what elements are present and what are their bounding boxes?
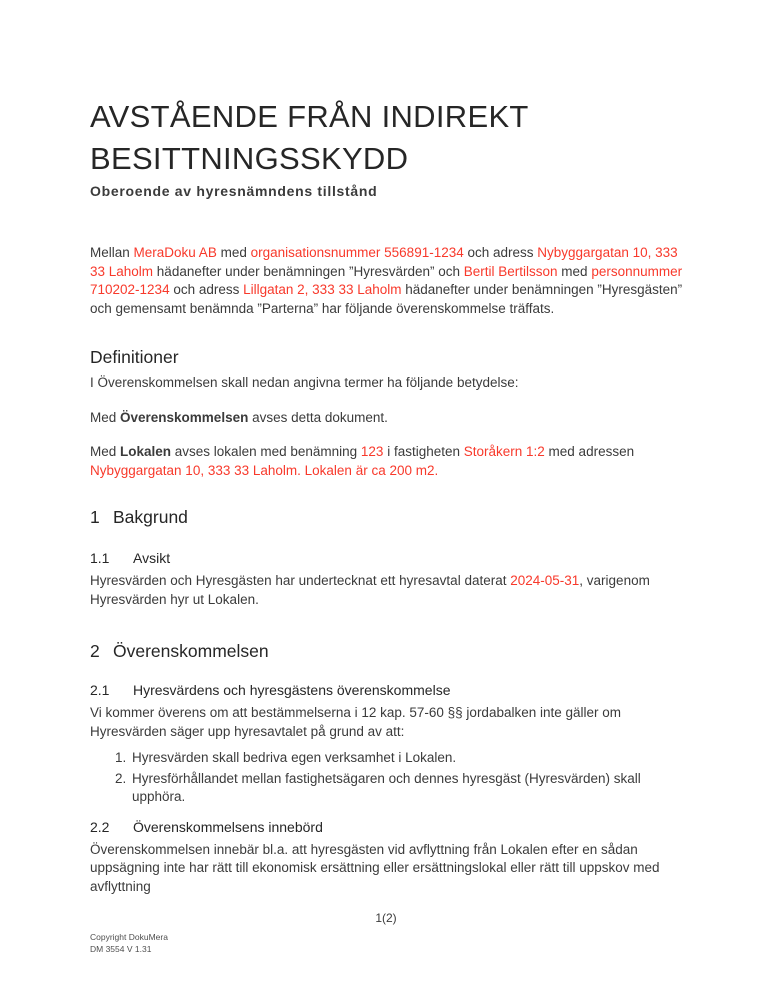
definition-overenskommelsen: Med Överenskommelsen avses detta dokument.	[90, 409, 388, 425]
section-2-number: 2	[90, 641, 100, 661]
document-title: AVSTÅENDE FRÅN INDIREKT BESITTNINGSSKYDD	[90, 99, 529, 176]
section-2-2-heading	[90, 818, 687, 836]
page-number: 1(2)	[375, 911, 397, 925]
section-1-number: 1	[90, 507, 100, 527]
section-2-2-body: Överenskommelsen innebär bl.a. att hyresgästen vid avflyttning från Lokalen efter en sådan uppsägning inte har rätt till ekonomisk ersättning eller ersättningslokal eller rätt till uppskov med avflyttning	[90, 841, 660, 894]
copyright-line-1: Copyright DokuMera	[90, 932, 168, 942]
section-2-1-heading	[90, 681, 687, 699]
section-2-2-title: Överenskommelsens innebörd	[133, 818, 323, 835]
section-1-title: Bakgrund	[113, 507, 188, 527]
section-2-1-title: Hyresvärdens och hyresgästens överenskommelse	[133, 682, 451, 698]
section-1-heading	[90, 506, 687, 528]
section-1-1-heading	[90, 549, 687, 567]
section-2-heading	[90, 640, 687, 662]
section-1-1-title: Avsikt	[133, 550, 171, 566]
section-2-2-number: 2.2	[90, 818, 110, 835]
section-2-1-body: Vi kommer överens om att bestämmelserna i 12 kap. 57-60 §§ jordabalken inte gäller om Hyresvärden säger upp hyresavtalet på grund av att:	[90, 705, 622, 739]
intro-paragraph: Mellan MeraDoku AB med organisationsnummer 556891-1234 och adress Nybyggargatan 10, 333 33 Laholm hädanefter under benämningen ”Hyresvärden” och Bertil Bertilsson med personnummer 710202-1234 och adress Lillgatan 2, 333 33 Laholm hädanefter under benämningen ”Hyresgästen” och gemensamt benämnda ”Parterna” har följande överenskommelse träffats.	[90, 245, 683, 316]
copyright-line-2: DM 3554 V 1.31	[90, 944, 152, 954]
document-subtitle: Oberoende av hyresnämndens tillstånd	[90, 183, 378, 199]
section-2-1-number: 2.1	[90, 682, 110, 698]
list-item: 1. Hyresvärden skall bedriva egen verksamhet i Lokalen.	[130, 749, 687, 768]
definitions-intro: I Överenskommelsen skall nedan angivna termer ha följande betydelse:	[90, 375, 519, 390]
section-1-1-body: Hyresvärden och Hyresgästen har undertecknat ett hyresavtal daterat 2024-05-31, varigenom Hyresvärden hyr ut Lokalen.	[90, 573, 650, 607]
definitions-heading: Definitioner	[90, 347, 179, 367]
list-item: 2. Hyresförhållandet mellan fastighetsägaren och dennes hyresgäst (Hyresvärden) skall upphöra.	[130, 770, 687, 807]
document-content	[90, 96, 687, 896]
section-1-1-number: 1.1	[90, 550, 110, 566]
section-2-title: Överenskommelsen	[113, 641, 269, 661]
copyright-notice	[90, 931, 168, 955]
agreement-conditions-list	[90, 749, 687, 807]
definition-lokalen: Med Lokalen avses lokalen med benämning 123 i fastigheten Storåkern 1:2 med adressen Nybyggargatan 10, 333 33 Laholm. Lokalen är ca 200 m2.	[90, 444, 635, 478]
